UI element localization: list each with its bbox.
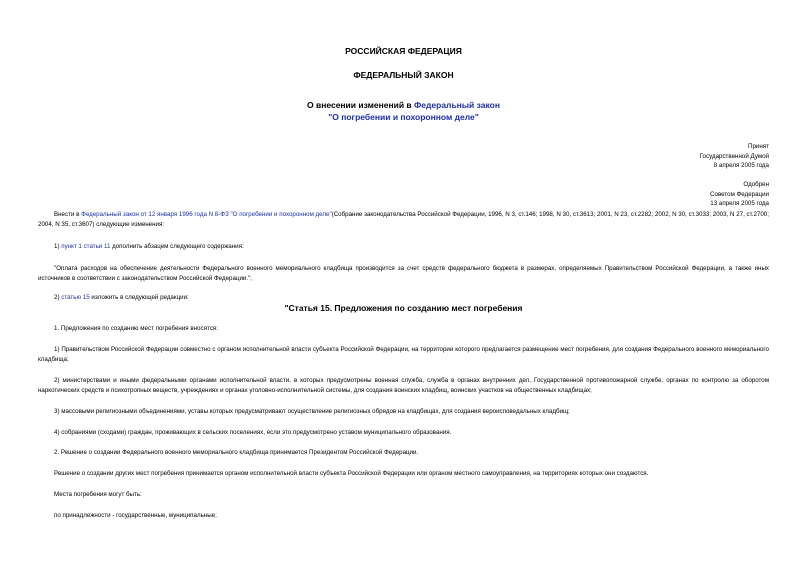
council-approval-date: 13 апреля 2005 года [710,200,769,208]
duma-approval [700,142,769,171]
body-paragraph: по принадлежности - государственные, муниципальные; [54,512,217,519]
title-prefix: О внесении изменений в [307,100,415,110]
intro-before: Внести в [54,211,82,218]
item-1-link[interactable]: пункт 1 статьи 11 [61,243,111,250]
body-paragraph: 1. Предложения по созданию мест погребения вносятся: [54,325,218,332]
body-paragraph: 1) Правительством Российской Федерации совместно с органом исполнительной власти субъекта Российской Федерации, на территории которого предлагается размещение мест погребения, для создания Федерального военного мемориального кладбища; [38,346,769,363]
body-paragraph: Решение о создании других мест погребения принимается органом исполнительной власти субъекта Российской Федерации или органом местного самоуправления, на территориях которых они создаются. [54,470,649,477]
item-2-link[interactable]: статью 15 [61,294,90,301]
council-approval-line: Одобрен [743,181,769,188]
item-1-paragraph [38,242,769,252]
title-law-name-link[interactable]: "О погребении и похоронном деле" [328,112,479,122]
duma-approval-date: 8 апреля 2005 года [713,162,769,170]
country-heading: РОССИЙСКАЯ ФЕДЕРАЦИЯ [345,46,462,56]
intro-paragraph [38,210,769,229]
body-paragraph: 3) массовыми религиозными объединениями, уставы которых предусматривают осуществление религиозных обрядов на кладбищах, для создания вероисповедальных кладбищ; [54,408,570,415]
quote-paragraph: "Оплата расходов на обеспечение деятельности Федерального военного мемориального кладбища производится за счет средств федерального бюджета в размерах, определяемых Правительством Российской Федерации, а также иных источников в соответствии с законодательством Российской Федерации."; [38,265,769,282]
item-2-text: изложить в следующей редакции: [89,294,189,301]
title-law-link[interactable]: Федеральный закон [414,100,500,110]
document-type-heading: ФЕДЕРАЛЬНЫЙ ЗАКОН [353,70,454,80]
item-1-text: дополнить абзацем следующего содержания: [110,243,244,250]
intro-law-link[interactable]: Федеральный закон от 12 января 1996 года N 8-ФЗ "О погребении и похоронном деле" [81,211,332,218]
body-paragraph: Места погребения могут быть: [54,491,142,498]
article-title: "Статья 15. Предложения по созданию мест погребения [284,303,523,313]
body-paragraph: 2. Решение о создании Федерального военного мемориального кладбища принимается Президентом Российской Федерации. [54,449,419,456]
duma-approval-line: Государственной Думой [699,152,769,160]
intro-after: (Собрание законодательства Российской Федерации, 1996, N 3, ст.146; 1998, N 30, ст.3613; 2001, N 23, ст.2282; 2002, N 30, ст.3033; 2003, N 27, ст.2700; 2004, N 35, ст.3607) следующие изменения: [38,211,769,228]
body-paragraph: 4) собраниями (сходами) граждан, проживающих в сельских поселениях, если это предусмотрено уставом муниципального образования. [54,429,452,436]
document-title [38,99,769,123]
council-approval-line: Советом Федерации [710,190,769,198]
duma-approval-line: Принят [748,143,769,150]
item-2-number: 2) [54,294,62,301]
council-approval [710,180,769,209]
body-paragraph: 2) министерствами и иными федеральными органами исполнительной власти, в которых предусмотрены военная служба, служба в органах внутренних дел, Государственной противопожарной службе, органах по контролю за оборотом наркотических средств и психотропных веществ, учреждениях и органах уголовно-исполнительной системы, для создания воинских кладбищ, воинских участков на общественных кладбищах; [38,377,769,394]
item-2-paragraph [38,293,769,303]
item-1-number: 1) [54,243,62,250]
